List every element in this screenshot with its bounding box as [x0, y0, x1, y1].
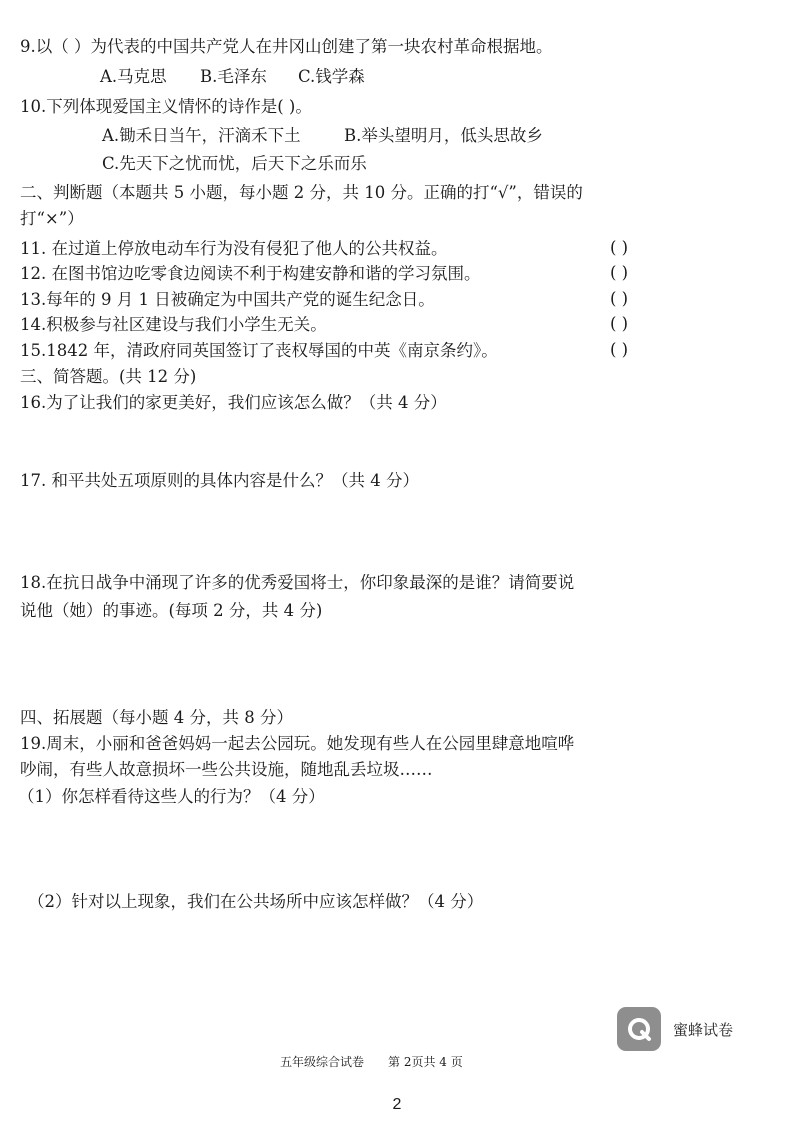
section2-heading: 二、判断题（本题共 5 小题，每小题 2 分，共 10 分。正确的打“√”，错误的: [20, 183, 583, 202]
q9-option-b: B.毛泽东: [200, 67, 267, 86]
logo-q-icon: [617, 1007, 661, 1051]
tf-item-12: 12. 在图书馆边吃零食边阅读不利于构建安静和谐的学习氛围。: [20, 264, 481, 283]
tf-answer-blank-11[interactable]: ( ): [610, 238, 629, 257]
q18-line2: 说他（她）的事迹。(每项 2 分，共 4 分): [20, 601, 323, 620]
tf-answer-blank-12[interactable]: ( ): [610, 263, 629, 282]
tf-answer-blank-13[interactable]: ( ): [610, 289, 629, 308]
q19-sub2: （2）针对以上现象，我们在公共场所中应该怎样做？（4 分）: [28, 892, 484, 911]
section4-heading: 四、拓展题（每小题 4 分，共 8 分）: [20, 708, 293, 727]
tf-answer-blank-14[interactable]: ( ): [610, 314, 629, 333]
q19-line2: 吵闹，有些人故意损坏一些公共设施，随地乱丢垃圾……: [20, 760, 433, 779]
q10-option-b: B.举头望明月，低头思故乡: [344, 126, 543, 145]
q10-options-row1: [102, 125, 543, 147]
footer-page-info: 第 2页共 4 页: [388, 1055, 463, 1069]
page-number: 2: [392, 1096, 402, 1113]
tf-item-14: 14.积极参与社区建设与我们小学生无关。: [20, 315, 327, 334]
watermark: [617, 1007, 733, 1051]
q18-line1: 18.在抗日战争中涌现了许多的优秀爱国将士，你印象最深的是谁？请简要说: [20, 573, 575, 592]
q9-option-c: C.钱学森: [298, 67, 365, 86]
q9-option-a: A.马克思: [100, 67, 167, 86]
tf-item-15: 15.1842 年，清政府同英国签订了丧权辱国的中英《南京条约》。: [20, 341, 498, 360]
section3-heading: 三、简答题。(共 12 分): [20, 367, 197, 386]
tf-item-11: 11. 在过道上停放电动车行为没有侵犯了他人的公共权益。: [20, 239, 448, 258]
tf-answer-blank-15[interactable]: ( ): [610, 340, 629, 359]
q17: 17. 和平共处五项原则的具体内容是什么？（共 4 分）: [20, 471, 419, 490]
q10-option-c: C.先天下之忧而忧，后天下之乐而乐: [102, 154, 367, 173]
q9-options: [100, 66, 365, 88]
q10-stem: 10.下列体现爱国主义情怀的诗作是( )。: [20, 97, 312, 116]
q10-option-a: A.锄禾日当午，汗滴禾下土: [102, 126, 301, 145]
q19-sub1: （1）你怎样看待这些人的行为？（4 分）: [18, 787, 325, 806]
footer-exam-name: 五年级综合试卷: [280, 1055, 365, 1069]
q16: 16.为了让我们的家更美好，我们应该怎么做？（共 4 分）: [20, 393, 447, 412]
page-footer: [280, 1053, 487, 1070]
q19-line1: 19.周末，小丽和爸爸妈妈一起去公园玩。她发现有些人在公园里肆意地喧哗: [20, 734, 575, 753]
section2-heading-cont: 打“×”）: [20, 209, 84, 228]
watermark-text: 蜜蜂试卷: [673, 1020, 734, 1039]
tf-item-13: 13.每年的 9 月 1 日被确定为中国共产党的诞生纪念日。: [20, 290, 435, 309]
q9-stem: 9.以（ ）为代表的中国共产党人在井冈山创建了第一块农村革命根据地。: [20, 37, 553, 56]
